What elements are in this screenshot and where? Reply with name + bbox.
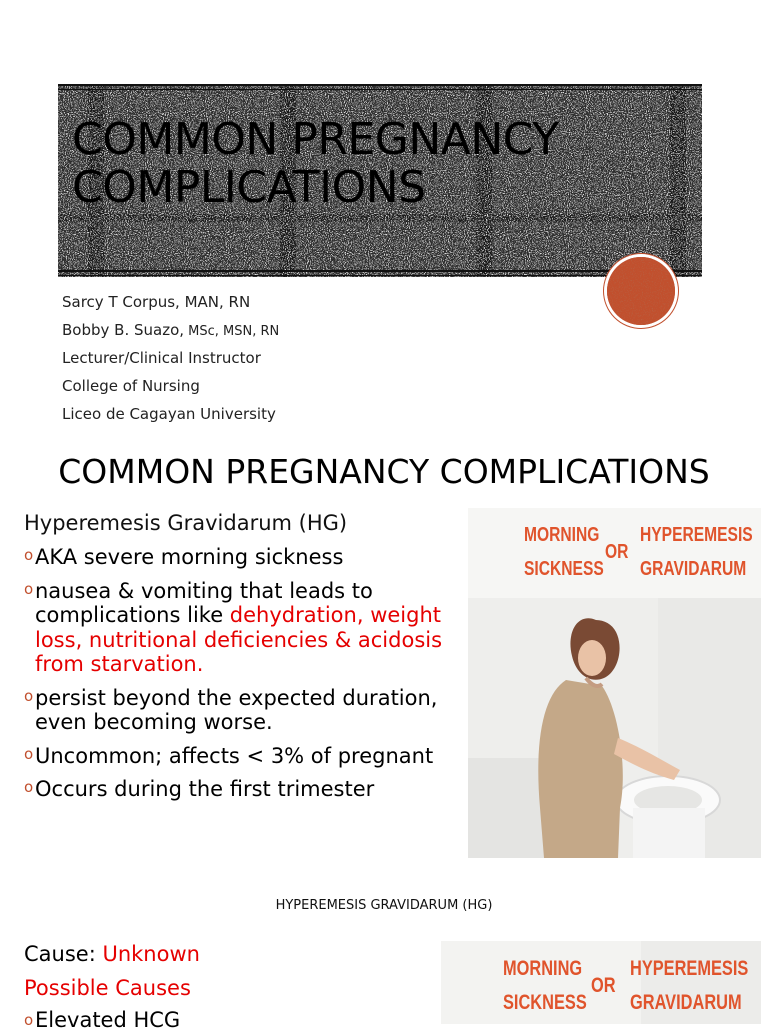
bullet-icon: o (24, 778, 34, 796)
list-item (24, 579, 454, 677)
author-credentials: MSc, MSN, RN (184, 324, 280, 339)
bullet-text: nausea & vomiting that leads to complications like (35, 578, 373, 627)
slide-caption: HYPEREMESIS GRAVIDARUM (HG) (275, 898, 493, 913)
author-line (62, 401, 279, 429)
author-line (62, 289, 279, 317)
list-item (24, 1007, 180, 1034)
decorative-circle (607, 257, 675, 325)
photo-label-sickness: SICKNESS (503, 991, 587, 1014)
author-text: Lecturer/Clinical Instructor (62, 349, 261, 367)
bullet-text: Occurs during the first trimester (35, 777, 375, 801)
possible-causes-heading: Possible Causes (24, 976, 191, 1000)
photo-label-gravidarum: GRAVIDARUM (630, 991, 742, 1014)
bullet-text: Elevated HCG (35, 1008, 181, 1032)
author-line (62, 345, 279, 373)
banner-rule-bottom (58, 270, 702, 272)
bullet-icon: o (24, 546, 34, 564)
author-line (62, 317, 279, 345)
morning-sickness-photo-2 (441, 941, 761, 1024)
author-block (62, 289, 279, 429)
bullet-text: Uncommon; affects < 3% of pregnant (35, 743, 434, 768)
photo-label-hyperemesis: HYPEREMESIS (630, 957, 749, 980)
banner-rule-top (58, 84, 702, 86)
cause-line (24, 941, 200, 968)
author-text: Liceo de Cagayan University (62, 405, 276, 423)
author-text: Sarcy T Corpus, MAN, RN (62, 293, 251, 311)
photo-label-morning: MORNING (524, 524, 600, 546)
cause-value: Unknown (102, 942, 200, 966)
bullet-icon: o (24, 744, 34, 763)
photo-label-or: OR (605, 541, 629, 563)
list-item (24, 686, 454, 735)
photo-label-gravidarum: GRAVIDARUM (640, 558, 747, 580)
list-item (24, 777, 454, 802)
author-text: Bobby B. Suazo, (62, 321, 185, 339)
bullet-text: persist beyond the expected duration, even becoming worse. (35, 685, 438, 734)
bullet-icon: o (24, 686, 34, 705)
list-item (24, 744, 454, 769)
morning-sickness-photo (468, 508, 761, 858)
bullet-text: AKA severe morning sickness (35, 545, 344, 569)
slide-title: COMMON PREGNANCY COMPLICATIONS (58, 452, 710, 491)
banner-rule-top-thin (58, 89, 702, 90)
author-line (62, 373, 279, 401)
bullet-list (24, 545, 454, 811)
author-text: College of Nursing (62, 377, 200, 395)
bullet-highlight: dehydration, weight loss, nutritional deficiencies & acidosis from starvation. (35, 603, 443, 676)
banner-rule-bottom-thin (58, 275, 702, 276)
photo-label-morning: MORNING (503, 957, 583, 980)
list-item (24, 545, 454, 570)
section-heading: Hyperemesis Gravidarum (HG) (24, 511, 348, 535)
photo-label-hyperemesis: HYPEREMESIS (640, 524, 753, 546)
presentation-title: COMMON PREGNANCY COMPLICATIONS (72, 114, 559, 213)
bullet-icon: o (24, 579, 34, 598)
cause-label: Cause: (24, 942, 103, 966)
photo-label-sickness: SICKNESS (524, 558, 604, 580)
bullet-icon: o (24, 1011, 34, 1029)
photo-label-or: OR (591, 974, 616, 997)
